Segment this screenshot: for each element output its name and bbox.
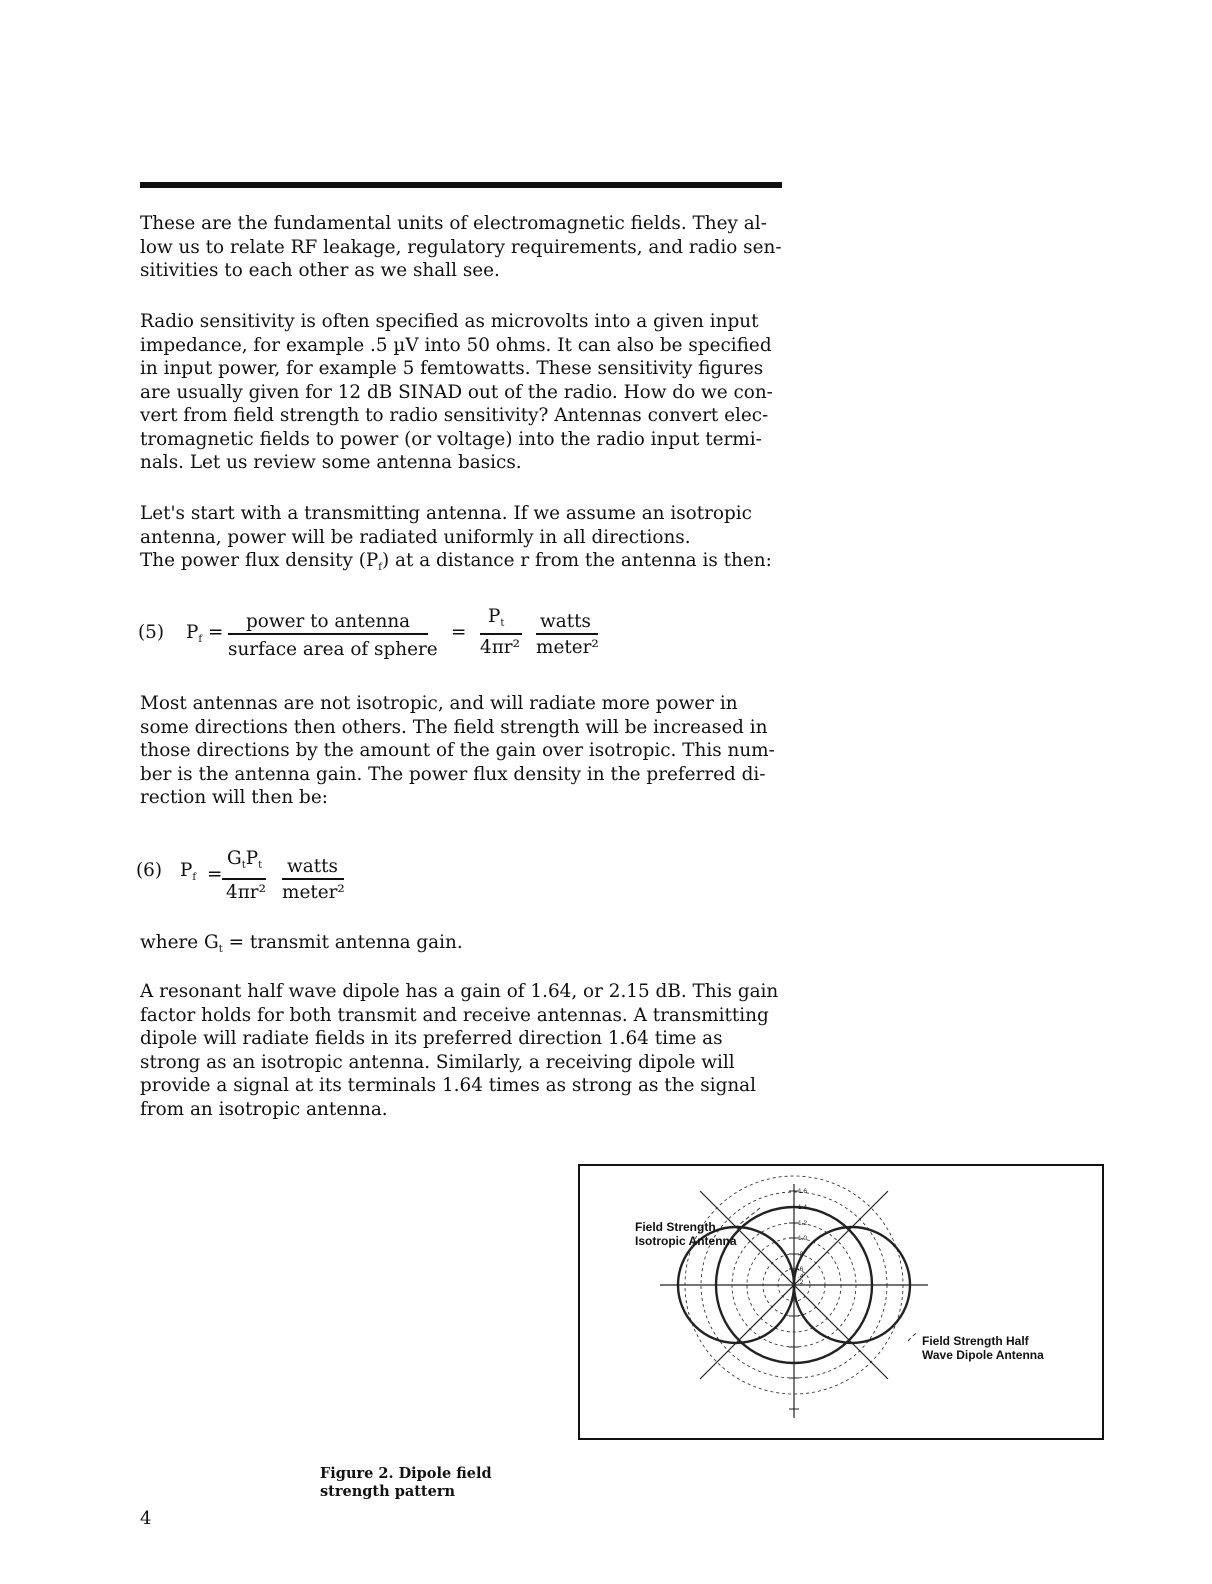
scale-label: 1.6 [798,1188,808,1195]
paragraph-transmitting-antenna: Let's start with a transmitting antenna. If we assume an isotropic antenna, power will be radiated uniformly in all directions. [140,503,752,548]
scale-label: .6 [798,1266,804,1273]
unit-denominator: meter² [282,882,345,903]
fraction-bar [228,633,428,635]
paragraph-radio-sensitivity: Radio sensitivity is often specified as microvolts into a given input impedance, for example .5 µV into 50 ohms. It can also be specified in input power, for example 5 femtowatts. These sensitivity figures are usually given for 12 dB SINAD out of the radio. How do we con- vert from field strength to radio sensitivity? Antennas convert elec- tromagnetic fields to power (or voltage) into the radio input termi- nals. Let us review some antenna basics. [140,311,773,473]
fraction-denominator: surface area of sphere [228,639,438,660]
paragraph-gain: Most antennas are not isotropic, and will radiate more power in some directions then others. The field strength will be increased in those directions by the amount of the gain over isotropic. This num- ber is the antenna gain. The power flux density in the preferred di- rection will then be: [140,693,775,808]
scale-label: 1.4 [798,1204,808,1211]
fraction-denominator: 4πr² [226,882,266,903]
dipole-pattern-diagram [580,1166,1102,1438]
scale-labels [798,1188,807,1286]
scale-label: .4 [798,1273,804,1280]
paragraph-where: where $G_t$ = transmit antenna gain. [140,932,463,955]
fraction-bar [536,633,598,635]
equation-number: (6) [136,860,163,881]
figure-caption: Figure 2. Dipole field strength pattern [320,1465,492,1500]
fraction-denominator: 4πr² [480,637,520,658]
paragraph-flux-intro: The power flux density $(P_f)$ at a distance r from the antenna is then: [140,550,772,573]
equals-sign: = [208,622,224,643]
unit-numerator: watts [540,611,591,632]
label-isotropic-antenna: Field Strength Isotropic Antenna [635,1220,737,1248]
header-rule [140,182,782,188]
fraction-bar [222,878,266,880]
fraction-numerator: power to antenna [246,611,411,632]
label-dipole-antenna: Field Strength Half Wave Dipole Antenna [922,1334,1044,1362]
fraction-numerator: $P_t$ [488,606,505,629]
equals-sign: = [207,864,223,885]
unit-numerator: watts [287,856,338,877]
unit-denominator: meter² [536,637,599,658]
paragraph-units: These are the fundamental units of electromagnetic fields. They al- low us to relate RF leakage, regulatory requirements, and radio sen- sitivities to each other as we shall see. [140,213,782,281]
scale-label: .2 [798,1279,804,1286]
fraction-bar [480,633,522,635]
paragraph-dipole-gain: A resonant half wave dipole has a gain of 1.64, or 2.15 dB. This gain factor holds for both transmit and receive antennas. A transmitting dipole will radiate fields in its preferred direction 1.64 time as strong as an isotropic antenna. Similarly, a receiving dipole will provide a signal at its terminals 1.64 times as strong as the signal from an isotropic antenna. [140,981,779,1120]
scale-label: 1.0 [798,1235,808,1242]
equation-lhs: $P_f$ [186,622,203,645]
page-number: 4 [140,1508,152,1529]
equals-sign: = [451,622,467,643]
leader-line-dipole [908,1331,918,1341]
equation-lhs: $P_f$ [180,860,197,883]
equation-number: (5) [138,622,165,643]
scale-label: 1.2 [798,1220,808,1227]
figure-box [578,1164,1104,1440]
scale-label: .8 [798,1251,804,1258]
fraction-bar [282,878,344,880]
fraction-numerator: $G_tP_t$ [227,848,263,871]
